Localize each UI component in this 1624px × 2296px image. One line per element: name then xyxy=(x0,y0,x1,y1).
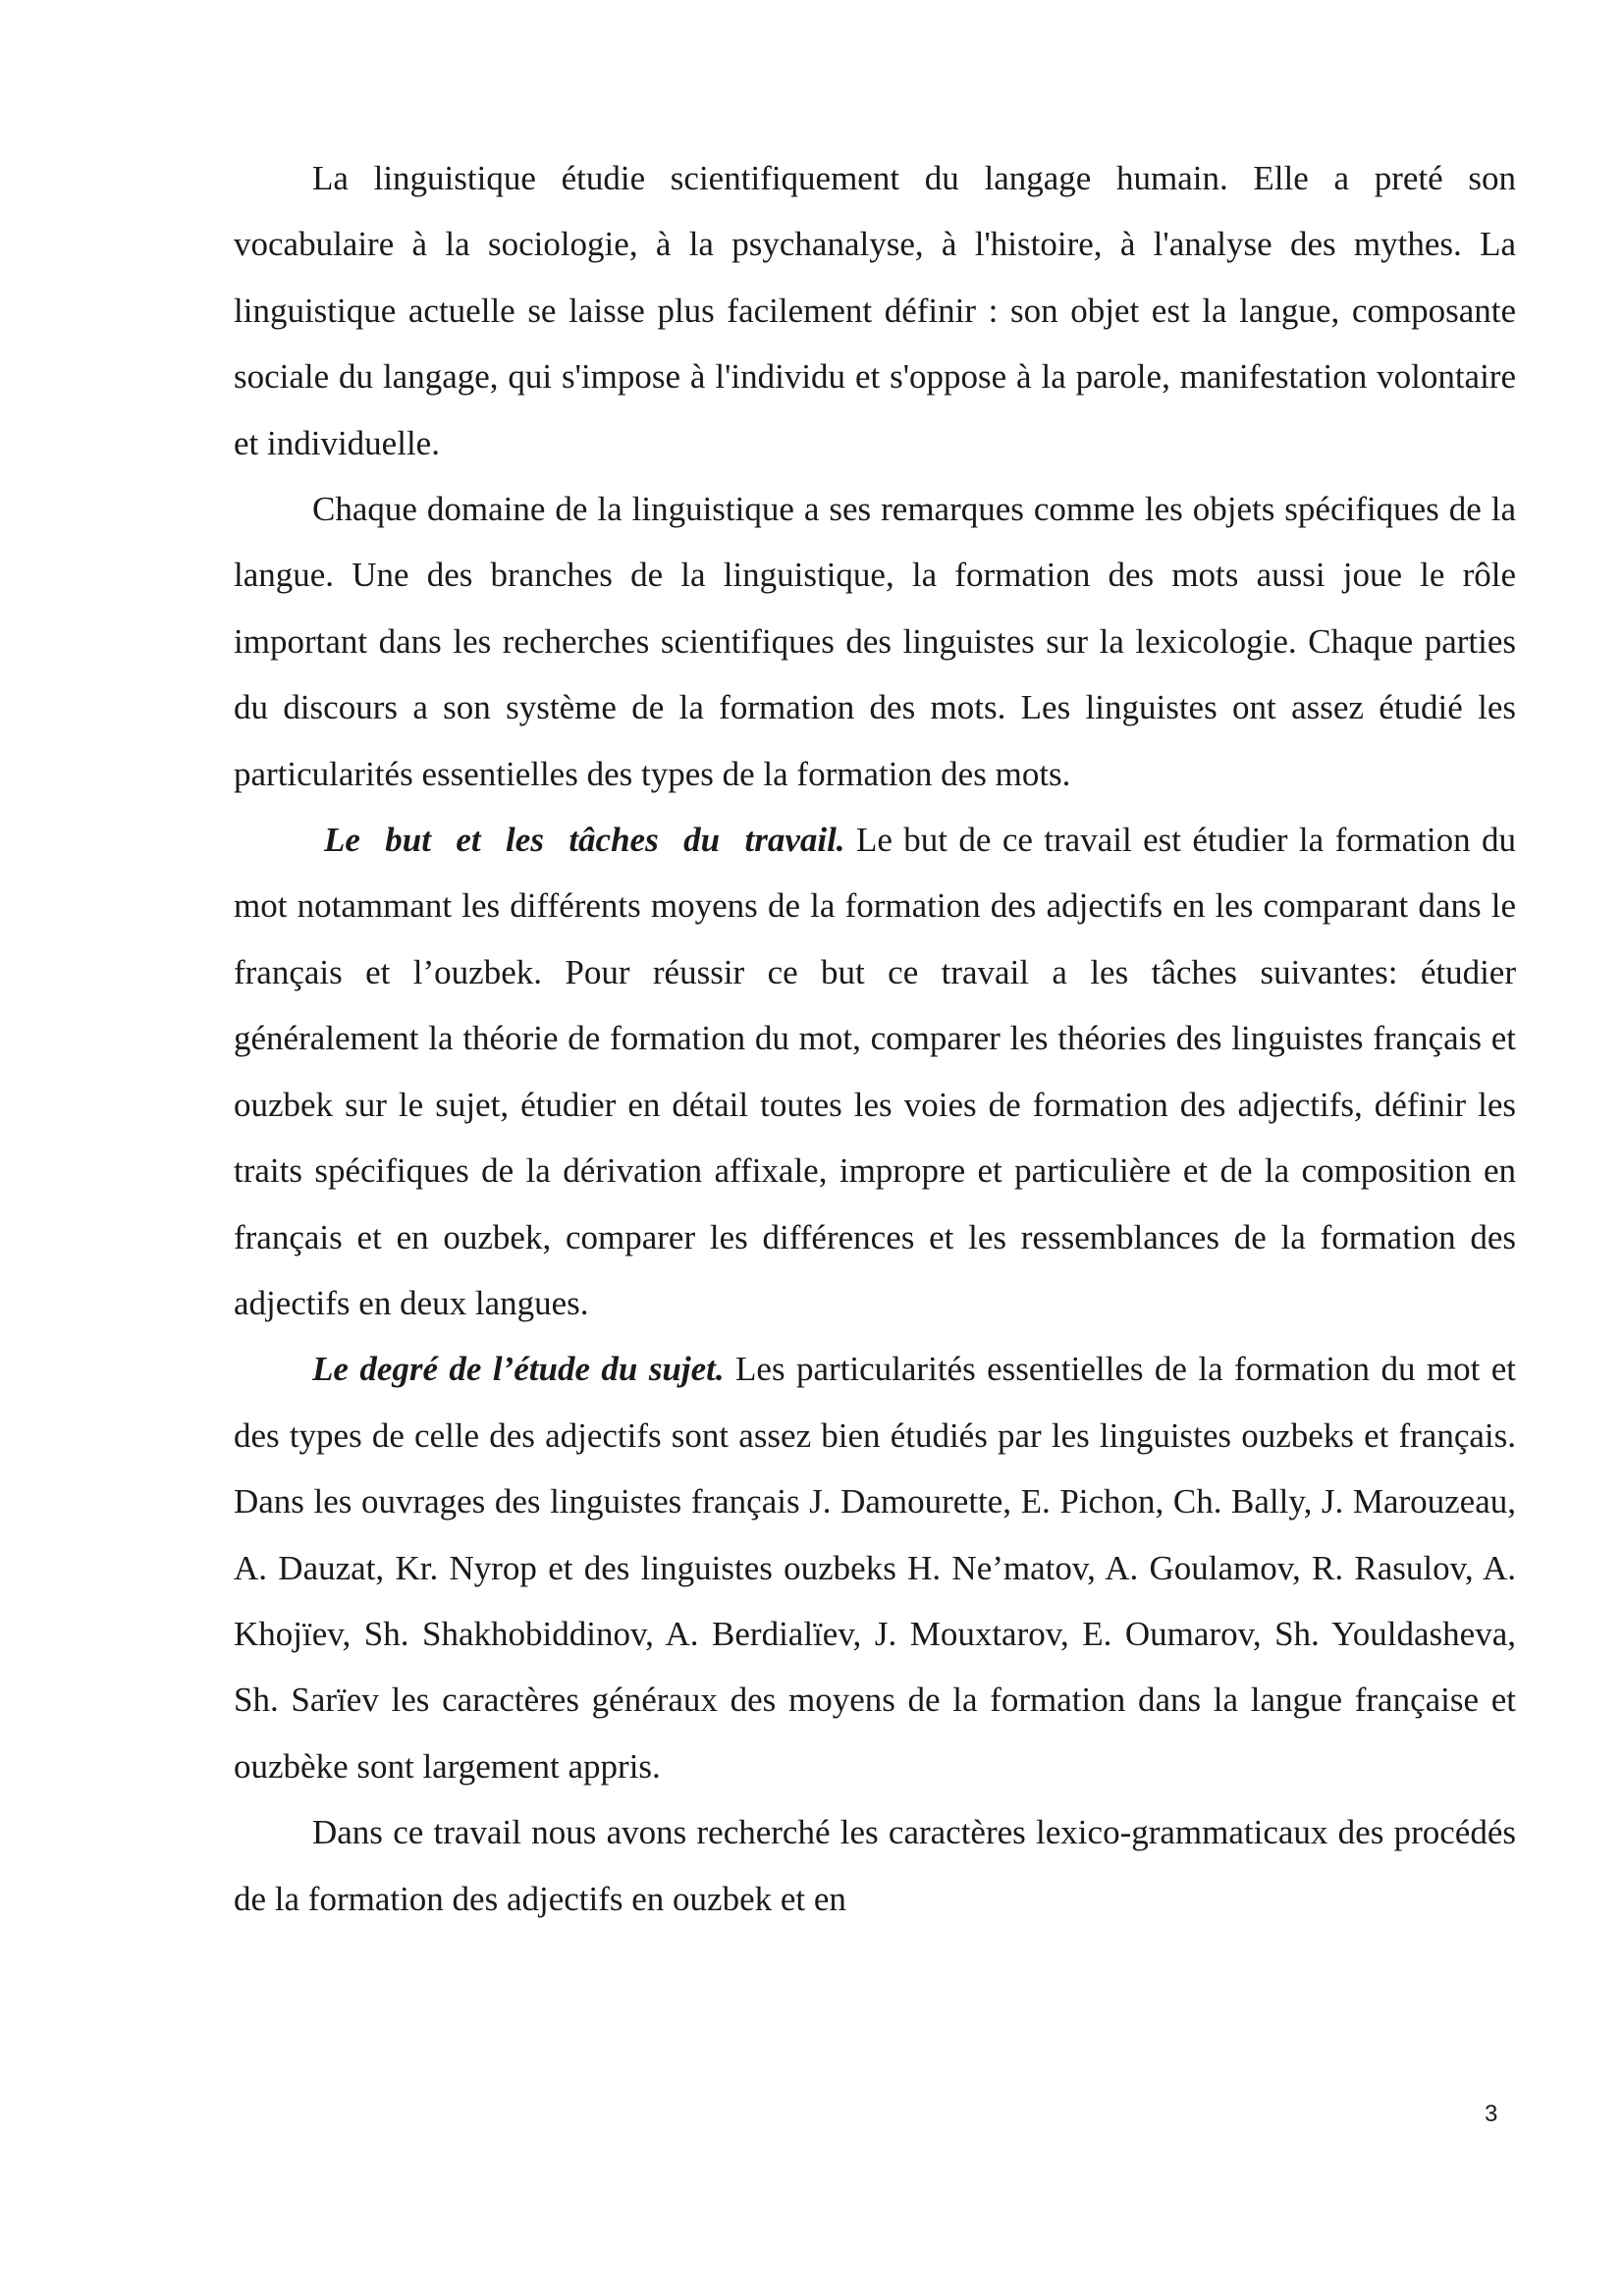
paragraph-text: Le but de ce travail est étudier la formation du mot notammant les différents moyens de la formation des adjectifs en les comparant dans le français et l’ouzbek. Pour réussir ce but ce travail a les tâches suivantes: étudier généralement la théorie de formation du mot, comparer les théories des linguistes français et ouzbek sur le sujet, étudier en détail toutes les voies de formation des adjectifs, définir les traits spécifiques de la dérivation affixale, impropre et particulière et de la composition en français et en ouzbek, comparer les différences et les ressemblances de la formation des adjectifs en deux langues. xyxy=(234,821,1517,1322)
paragraph-heading: Le but et les tâches du travail. xyxy=(324,821,845,860)
page-number: 3 xyxy=(1485,2101,1498,2127)
paragraph-text: Chaque domaine de la linguistique a ses remarques comme les objets spécifiques de la langue. Une des branches de la linguistique, la formation des mots aussi joue le rôle important dans les recherches scientifiques des linguistes sur la lexicologie. Chaque parties du discours a son système de la formation des mots. Les linguistes ont assez étudié les particularités essentielles des types de la formation des mots. xyxy=(234,490,1516,793)
paragraph-heading: Le degré de l’étude du sujet. xyxy=(312,1350,725,1389)
paragraph-domains xyxy=(234,476,1516,807)
paragraph-text: Dans ce travail nous avons recherché les caractères lexico-grammaticaux des procédés de la formation des adjectifs en ouzbek et en xyxy=(234,1813,1516,1918)
paragraph-text: La linguistique étudie scientifiquement du langage humain. Elle a preté son vocabulaire à la sociologie, à la psychanalyse, à l'histoire, à l'analyse des mythes. La linguistique actuelle se laisse plus facilement définir : son objet est la langue, composante sociale du langage, qui s'impose à l'individu et s'oppose à la parole, manifestation volontaire et individuelle. xyxy=(234,159,1516,462)
paragraph-goals xyxy=(234,807,1516,1336)
paragraph-study-degree xyxy=(234,1336,1516,1799)
paragraph-introduction xyxy=(234,145,1516,476)
paragraph-research xyxy=(234,1799,1516,1932)
document-page xyxy=(234,145,1516,1932)
paragraph-text: Les particularités essentielles de la formation du mot et des types de celle des adjectifs sont assez bien étudiés par les linguistes ouzbeks et français. Dans les ouvrages des linguistes français J. Damourette, E. Pichon, Ch. Bally, J. Marouzeau, A. Dauzat, Kr. Nyrop et des linguistes ouzbeks H. Ne’matov, A. Goulamov, R. Rasulov, A. Khojïev, Sh. Shakhobiddinov, A. Berdialïev, J. Mouxtarov, E. Oumarov, Sh. Youldasheva, Sh. Sarïev les caractères généraux des moyens de la formation dans la langue française et ouzbèke sont largement appris. xyxy=(234,1350,1517,1786)
